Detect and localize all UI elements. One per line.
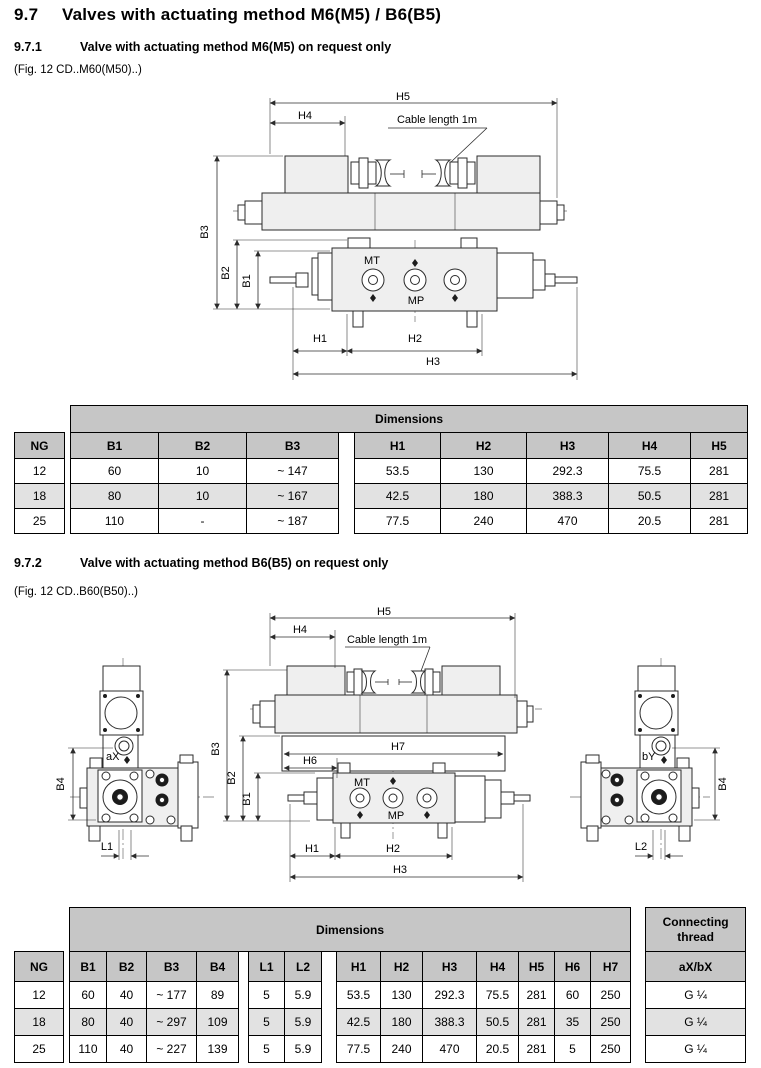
cell: G ¼ [646, 1036, 746, 1063]
cell: 180 [381, 1009, 423, 1036]
dim-label-b3: B3 [199, 225, 211, 239]
col-header-b3: B3 [147, 952, 197, 982]
cell: 50.5 [609, 484, 691, 509]
col-header-h2: H2 [441, 433, 527, 459]
table-row-ng12 [15, 982, 746, 1009]
cell: 50.5 [477, 1009, 519, 1036]
cell: 388.3 [423, 1009, 477, 1036]
col-header-ng: NG [15, 433, 65, 459]
port-label-mt: MT [364, 255, 380, 267]
cell: 5 [249, 1036, 285, 1063]
stem-right [555, 277, 577, 283]
dim-label-h7: H7 [390, 741, 406, 753]
section-number: 9.7 [14, 5, 39, 24]
dim-label-h5: H5 [376, 606, 392, 618]
subsection-2-title: Valve with actuating method B6(B5) on request only [80, 556, 389, 570]
dimension-annotations [199, 91, 577, 380]
dim-label-b4-right: B4 [717, 777, 729, 791]
side-view-right [570, 658, 729, 862]
cell: ~ 187 [247, 509, 339, 534]
port-label-ax: aX [106, 751, 120, 763]
table-row-ng25 [15, 1036, 746, 1063]
solenoid-assembly [238, 156, 564, 230]
cell: 139 [197, 1036, 239, 1063]
foot-left [353, 311, 363, 327]
table-group-header-row [15, 908, 746, 952]
cell: 12 [15, 982, 64, 1009]
foot [587, 826, 598, 841]
subsection-1-heading [14, 40, 391, 54]
cable-connector-right [422, 158, 475, 188]
cell: 20.5 [609, 509, 691, 534]
col-header-h7: H7 [591, 952, 631, 982]
cell: 25 [15, 1036, 64, 1063]
foot [181, 826, 192, 841]
cell: 80 [70, 1009, 107, 1036]
dim-label-h4: H4 [292, 624, 308, 636]
cell: G ¼ [646, 982, 746, 1009]
valve-body [270, 238, 577, 327]
port-label-by: bY [642, 751, 656, 763]
cell: 281 [519, 982, 555, 1009]
cell: 60 [71, 459, 159, 484]
cell: 5.9 [285, 1036, 322, 1063]
cell: 42.5 [337, 1009, 381, 1036]
foot [438, 823, 447, 838]
port-label-mp: MP [407, 295, 425, 307]
dim-label-h6: H6 [302, 755, 318, 767]
cable-connector-left [351, 158, 404, 188]
cell: 388.3 [527, 484, 609, 509]
dim-label-b2: B2 [220, 266, 232, 280]
col-header-b3: B3 [247, 433, 339, 459]
cell: 77.5 [355, 509, 441, 534]
dim-label-b1: B1 [241, 792, 253, 806]
dim-label-h1: H1 [312, 333, 328, 345]
col-header-axbx: aX/bX [646, 952, 746, 982]
dim-label-h1: H1 [304, 843, 320, 855]
cell: 18 [15, 484, 65, 509]
foot [679, 826, 690, 841]
col-header-b1: B1 [70, 952, 107, 982]
front-view [210, 606, 542, 882]
table-row-ng25 [15, 509, 748, 534]
group-header-dimensions: Dimensions [71, 406, 748, 433]
cell: 40 [107, 1009, 147, 1036]
cell: 53.5 [355, 459, 441, 484]
table-header-row [15, 952, 746, 982]
cell: 281 [519, 1009, 555, 1036]
dim-label-b4-left: B4 [55, 777, 67, 791]
col-header-h1: H1 [337, 952, 381, 982]
cell: 109 [197, 1009, 239, 1036]
cell: 5 [555, 1036, 591, 1063]
subsection-2-heading [14, 556, 388, 570]
cell: 470 [527, 509, 609, 534]
cell: 60 [555, 982, 591, 1009]
cell: 20.5 [477, 1036, 519, 1063]
cell: ~ 227 [147, 1036, 197, 1063]
cell: 80 [71, 484, 159, 509]
cell: 5.9 [285, 982, 322, 1009]
cell: 89 [197, 982, 239, 1009]
col-header-h4: H4 [609, 433, 691, 459]
cell: 60 [70, 982, 107, 1009]
cell: 281 [691, 484, 748, 509]
col-header-l2: L2 [285, 952, 322, 982]
cable-connector-right [399, 669, 440, 695]
cell: 40 [107, 982, 147, 1009]
valve-drawing-b6 [10, 606, 751, 900]
foot-right [467, 311, 477, 327]
cell: 130 [381, 982, 423, 1009]
cell: G ¼ [646, 1009, 746, 1036]
cell: ~ 147 [247, 459, 339, 484]
subsection-2-number: 9.7.2 [14, 556, 42, 570]
port-label-mt: MT [354, 777, 370, 789]
cell: 53.5 [337, 982, 381, 1009]
cell: 5 [249, 982, 285, 1009]
cable-length-label: Cable length 1m [396, 114, 478, 126]
cell: - [159, 509, 247, 534]
cell: 180 [441, 484, 527, 509]
cell: ~ 177 [147, 982, 197, 1009]
figure-2-caption: (Fig. 12 CD..B60(B50)..) [14, 586, 138, 598]
foot [89, 826, 100, 841]
table-row-ng18 [15, 1009, 746, 1036]
col-header-b2: B2 [159, 433, 247, 459]
col-header-l1: L1 [249, 952, 285, 982]
cell: 35 [555, 1009, 591, 1036]
cell: 250 [591, 1009, 631, 1036]
cell: 12 [15, 459, 65, 484]
table-row-ng12 [15, 459, 748, 484]
cell: ~ 167 [247, 484, 339, 509]
dimensions-table-m6 [14, 405, 748, 534]
col-header-b1: B1 [71, 433, 159, 459]
dim-label-h4: H4 [297, 110, 313, 122]
figure-1-caption: (Fig. 12 CD..M60(M50)..) [14, 64, 142, 76]
cable-connector-left [347, 669, 388, 695]
dim-label-h2: H2 [407, 333, 423, 345]
cell: 292.3 [423, 982, 477, 1009]
cell: 281 [691, 459, 748, 484]
subsection-1-title: Valve with actuating method M6(M5) on request only [80, 40, 392, 54]
subsection-1-number: 9.7.1 [14, 40, 42, 54]
port-label-mp: MP [387, 810, 405, 822]
cell: 130 [441, 459, 527, 484]
foot [341, 823, 350, 838]
section-title [14, 5, 441, 25]
dim-label-b1: B1 [241, 274, 253, 288]
cell: 77.5 [337, 1036, 381, 1063]
col-header-h1: H1 [355, 433, 441, 459]
cell: 40 [107, 1036, 147, 1063]
dim-label-b2: B2 [226, 771, 238, 785]
cell: 110 [71, 509, 159, 534]
cell: 75.5 [477, 982, 519, 1009]
group-header-dimensions: Dimensions [70, 908, 631, 952]
cell: 250 [591, 1036, 631, 1063]
cell: 18 [15, 1009, 64, 1036]
valve-drawing-m6 [175, 90, 615, 392]
col-header-h2: H2 [381, 952, 423, 982]
cell: ~ 297 [147, 1009, 197, 1036]
cell: 110 [70, 1036, 107, 1063]
cell: 25 [15, 509, 65, 534]
cell: 250 [591, 982, 631, 1009]
col-header-b4: B4 [197, 952, 239, 982]
table-group-header-row [15, 406, 748, 433]
cell: 5 [249, 1009, 285, 1036]
cell: 75.5 [609, 459, 691, 484]
col-header-h4: H4 [477, 952, 519, 982]
dim-label-l2: L2 [634, 841, 648, 853]
dim-label-h3: H3 [425, 356, 441, 368]
cable-length-label: Cable length 1m [346, 634, 428, 646]
cell: 470 [423, 1036, 477, 1063]
cell: 42.5 [355, 484, 441, 509]
col-header-h5: H5 [519, 952, 555, 982]
section-title-text: Valves with actuating method M6(M5) / B6(B5) [62, 5, 442, 24]
dim-label-h5: H5 [395, 91, 411, 103]
table-header-row [15, 433, 748, 459]
cell: 281 [519, 1036, 555, 1063]
cell: 5.9 [285, 1009, 322, 1036]
col-header-h5: H5 [691, 433, 748, 459]
side-view-left [55, 658, 215, 862]
dim-label-b3: B3 [210, 742, 222, 756]
dimensions-table-b6 [14, 907, 746, 1063]
dim-label-h2: H2 [385, 843, 401, 855]
dim-label-h3: H3 [392, 864, 408, 876]
stem-left [270, 277, 296, 283]
col-header-h3: H3 [527, 433, 609, 459]
cell: 240 [381, 1036, 423, 1063]
dim-label-l1: L1 [100, 841, 114, 853]
col-header-h3: H3 [423, 952, 477, 982]
col-header-ng: NG [15, 952, 64, 982]
col-header-h6: H6 [555, 952, 591, 982]
cell: 10 [159, 459, 247, 484]
cell: 240 [441, 509, 527, 534]
table-row-ng18 [15, 484, 748, 509]
cell: 281 [691, 509, 748, 534]
cell: 292.3 [527, 459, 609, 484]
col-header-b2: B2 [107, 952, 147, 982]
cell: 10 [159, 484, 247, 509]
group-header-connecting-thread: Connecting thread [646, 908, 746, 952]
